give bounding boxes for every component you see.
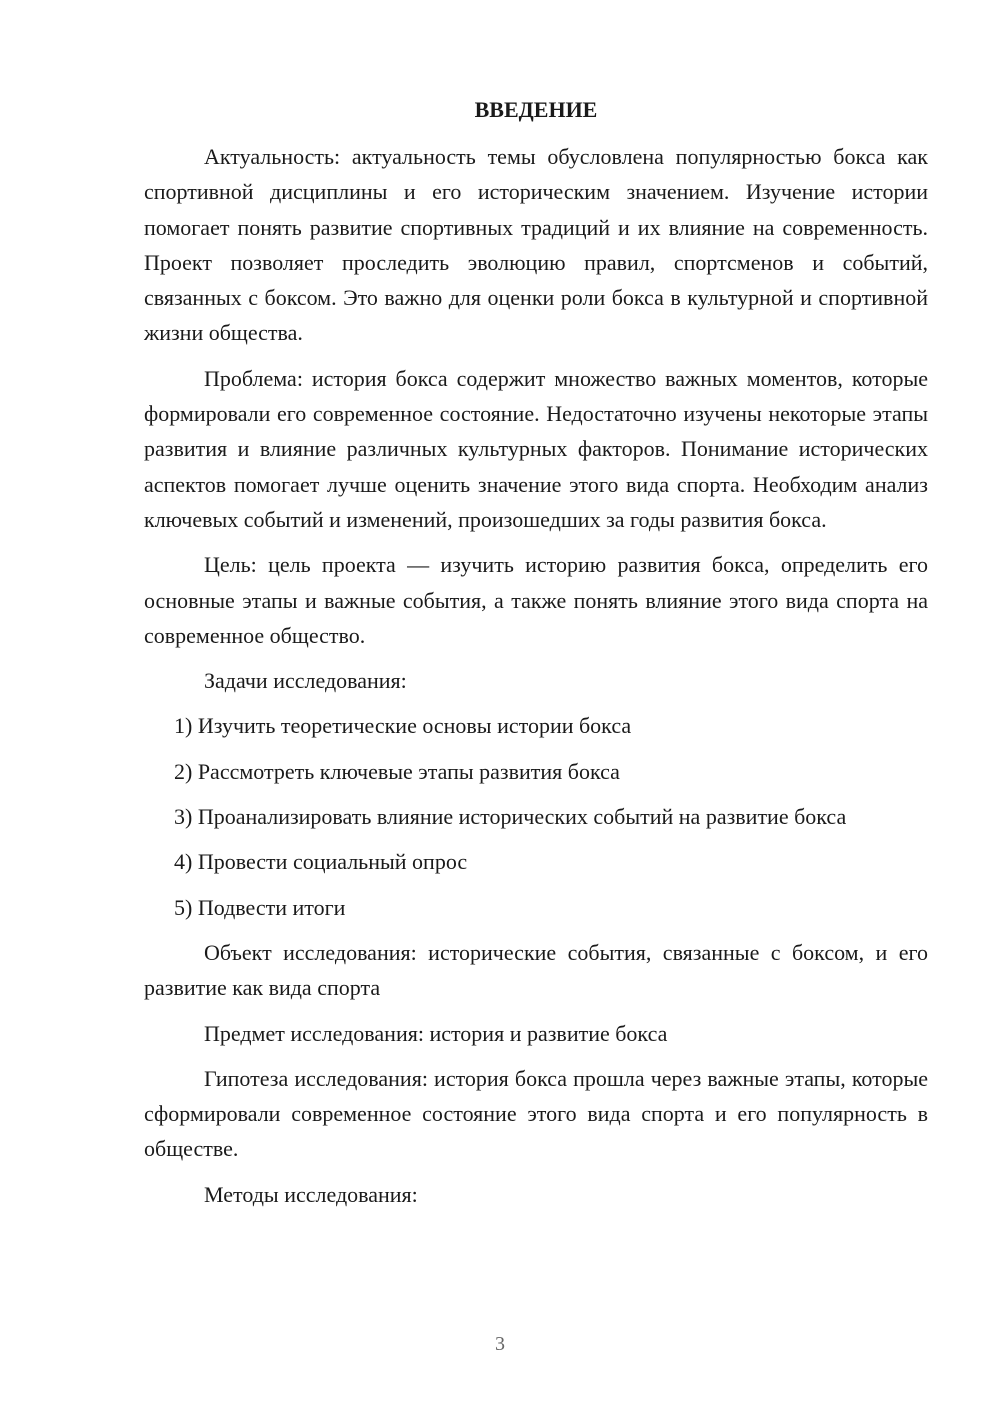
document-page: [144, 92, 928, 1222]
methods-title: Методы исследования:: [204, 1181, 418, 1207]
subject-paragraph: Предмет исследования: история и развитие бокса: [204, 1020, 668, 1046]
hypothesis-paragraph: Гипотеза исследования: история бокса прошла через важные этапы, которые сформировали современное состояние этого вида спорта и его популярность в обществе.: [144, 1065, 928, 1162]
tasks-title: Задачи исследования:: [204, 668, 407, 694]
task-item-1: 1) Изучить теоретические основы истории бокса: [174, 713, 632, 739]
task-item-2: 2) Рассмотреть ключевые этапы развития бокса: [174, 758, 620, 784]
page-number: 3: [495, 1333, 505, 1355]
task-item-3: 3) Проанализировать влияние исторических событий на развитие бокса: [174, 804, 847, 830]
page-title: ВВЕДЕНИЕ: [474, 97, 598, 122]
object-paragraph: Объект исследования: исторические события, связанные с боксом, и его развитие как вида спорта: [144, 939, 928, 1001]
task-item-4: 4) Провести социальный опрос: [174, 849, 468, 875]
task-item-5: 5) Подвести итоги: [174, 894, 346, 920]
relevance-paragraph: Актуальность: актуальность темы обусловлена популярностью бокса как спортивной дисциплины и его историческим значением. Изучение истории помогает понять развитие спортивных традиций и их влияние на современность. Проект позволяет проследить эволюцию правил, спортсменов и событий, связанных с боксом. Это важно для оценки роли бокса в культурной и спортивной жизни общества.: [144, 144, 928, 346]
goal-paragraph: Цель: цель проекта — изучить историю развития бокса, определить его основные этапы и важные события, а также понять влияние этого вида спорта на современное общество.: [144, 552, 928, 648]
problem-paragraph: Проблема: история бокса содержит множество важных моментов, которые формировали его современное состояние. Недостаточно изучены некоторые этапы развития и влияние различных культурных факторов. Понимание исторических аспектов помогает лучше оценить значение этого вида спорта. Необходим анализ ключевых событий и изменений, произошедших за годы развития бокса.: [144, 365, 928, 532]
